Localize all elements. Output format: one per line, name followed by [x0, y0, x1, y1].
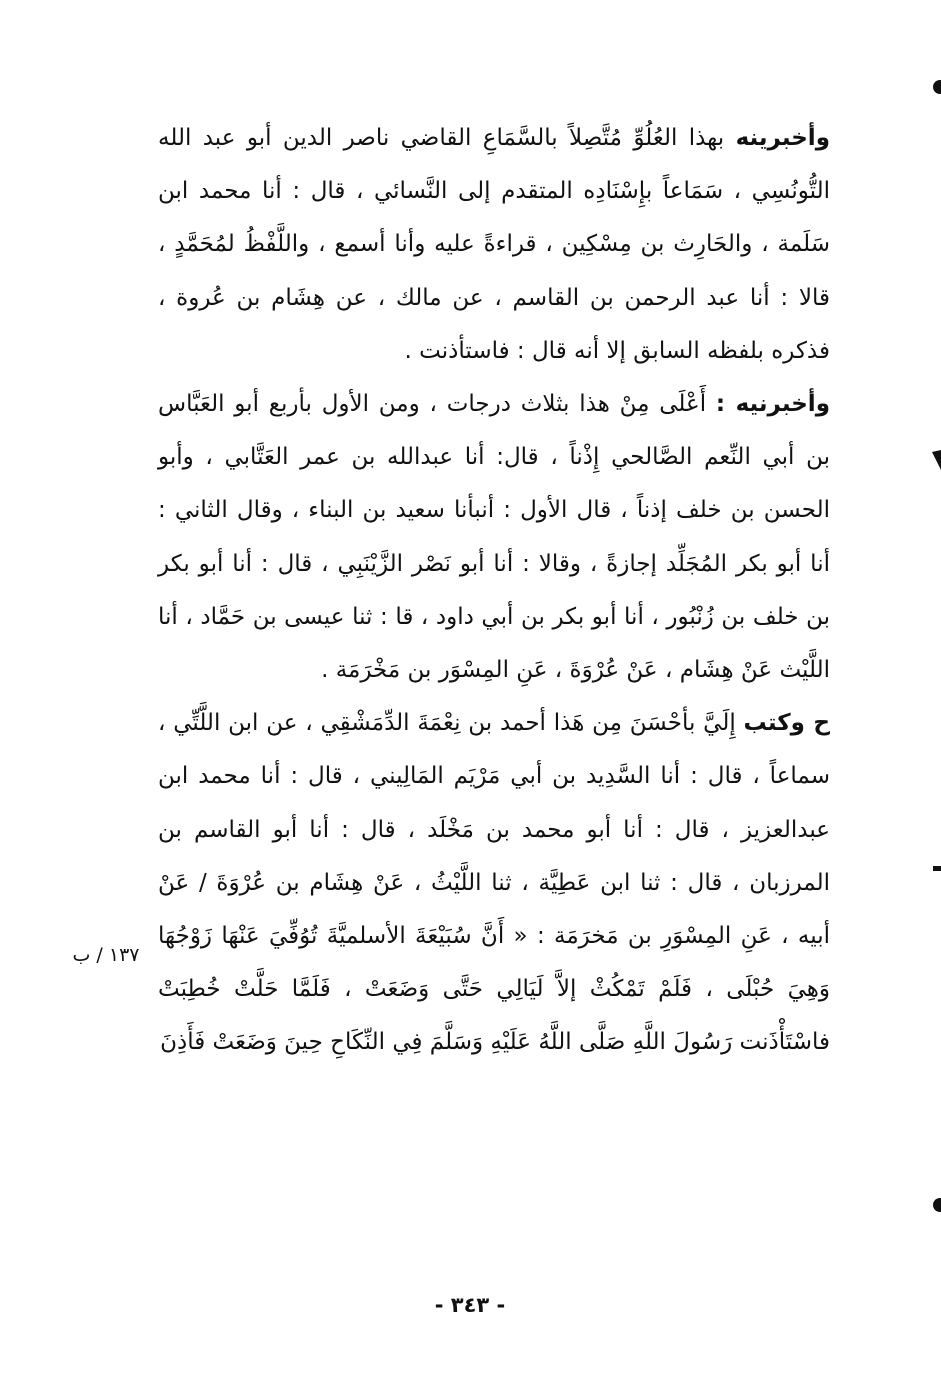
paragraph-1: [158, 112, 830, 378]
main-text-block: [158, 112, 830, 1070]
paragraph-text: بهذا العُلُوِّ مُتَّصِلاً بالسَّمَاعِ القاضي ناصر الدين أبو عبد الله التُّونُسِي ، سَمَاعاً بإِسْنَادِه المتقدم إلى النَّسائي ، قال : أنا محمد ابن سَلَمة ، والحَارِث بن مِسْكِين ، قراءةً عليه وأنا أسمع ، واللَّفْظُ لمُحَمَّدٍ ، قالا : أنا عبد الرحمن بن القاسم ، عن مالك ، عن هِشَام بن عُروة ، فذكره بلفظه السابق إلا أنه قال : فاستأذنت .: [158, 125, 830, 364]
manuscript-folio-note: ١٣٧ / ب: [72, 944, 140, 966]
page-edge-mark: [933, 1198, 941, 1212]
paragraph-text: إِلَيَّ بأحْسَنَ مِن هَذا أحمد بن نِعْمَةَ الدِّمَشْقِي ، عن ابن اللَّتِّي ، سماعاً ، قال : أنا السَّدِيد بن أبي مَرْيَم المَالِيني ، قال : أنا محمد ابن عبدالعزيز ، قال : أنا أبو محمد بن مَخْلَد ، قال : أنا أبو القاسم بن المرزبان ، قال : ثنا ابن عَطِيَّة ، ثنا اللَّيْثُ ، عَنْ هِشَام بن عُرْوَةَ / عَنْ أبيه ، عَنِ المِسْوَرِ بن مَخرَمَة : « أَنَّ سُبَيْعَةَ الأسلميَّةَ تُوُفِّيَ عَنْهَا زَوْجُهَا وَهِيَ حُبْلَى ، فَلَمْ تَمْكُثْ إلاَّ لَيَالِي حَتَّى وَضَعَتْ ، فَلَمَّا حَلَّتْ خُطِبَتْ فاسْتَأْذَنت رَسُولَ اللَّهِ صَلَّى اللَّهُ عَلَيْهِ وَسَلَّمَ فِي النِّكَاحِ حِينَ وَضَعَتْ فَأَذِنَ: [158, 710, 830, 1056]
paragraph-3: [158, 697, 830, 1069]
page-edge-mark: [932, 450, 941, 470]
page-number: - ٣٤٣ -: [434, 1293, 506, 1317]
paragraph-text: أَعْلَى مِنْ هذا بثلاث درجات ، ومن الأول بأربع أبو العَبَّاس بن أبي النِّعم الصَّالحي إِذْناً ، قال: أنا عبدالله بن عمر العَتَّابي ، وأبو الحسن بن خلف إذناً ، قال الأول : أنبأنا سعيد بن البناء ، وقال الثاني : أنا أبو بكر المُجَلِّد إجازةً ، وقالا : أنا أبو نَصْر الزَّيْنَبِي ، قال : أنا أبو بكر بن خلف بن زُنْبُور ، أنا أبو بكر بن أبي داود ، قا : ثنا عيسى بن حَمَّاد ، أنا اللَّيْث عَنْ هِشَام ، عَنْ عُرْوَةَ ، عَنِ المِسْوَر بن مَخْرَمَة .: [158, 391, 830, 684]
page-edge-mark: [933, 80, 941, 94]
paragraph-lead: وأخبرنيه :: [715, 391, 830, 418]
paragraph-2: [158, 378, 830, 697]
page-edge-mark: [933, 866, 941, 871]
paragraph-lead: وأخبرينه: [735, 125, 830, 151]
paragraph-lead: ح وكتب: [743, 710, 831, 737]
